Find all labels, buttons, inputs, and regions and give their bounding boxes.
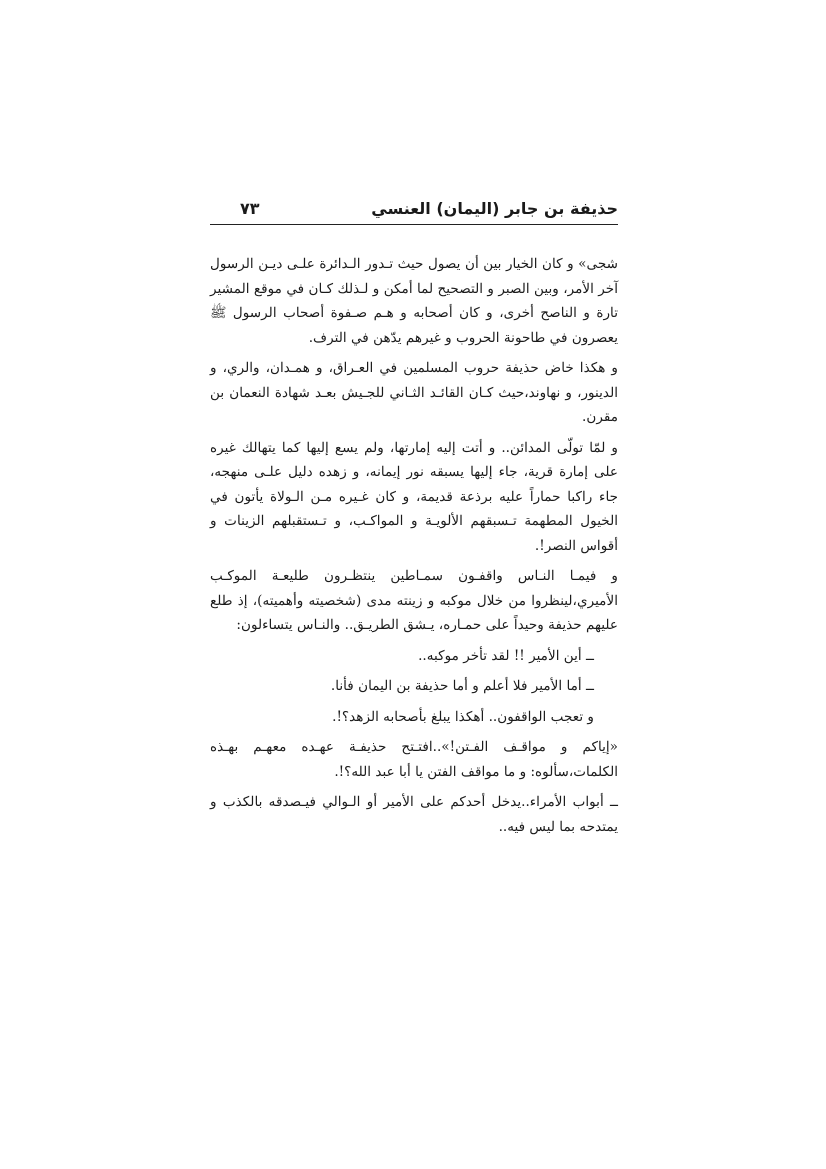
paragraph: و لمّا تولّى المدائن.. و أتت إليه إمارتها، ولم يسع إليها كما يتهالك غيره على إمارة قرية، جاء إليها يسبقه نور إيمانه، و زهده دليل علـى منهجه، جاء راكبا حماراً عليه برذعة قديمة، و كان غـيره مـن الـولاة يأتون في الخيول المطهمة تـسبقهم الألويـة و المواكـب، و تـستقبلهم الزينات و أقواس النصر!.: [210, 439, 618, 554]
dialog-line: و تعجب الواقفون.. أهكذا يبلغ بأصحابه الزهد؟!.: [332, 708, 594, 725]
paragraph: و فيمـا النـاس واقفـون سمـاطين ينتظـرون طليعـة الموكـب الأميري،لينظروا من خلال موكبه و زينته مدى (شخصيته وأهميته)، إذ طلع عليهم حذيفة وحيداً على حمـاره، يـشق الطريـق.. والنـاس يتساءلون:: [210, 568, 618, 633]
paragraph: شجى» و كان الخيار بين أن يصول حيث تـدور الـدائرة علـى ديـن الرسول آخر الأمر، وبين الصبر و التصحيح لما أمكن و لـذلك كـان في موقع المشير تارة و الناصح أخرى، و كان أصحابه و هـم صـفوة أصحاب الرسول ﷺ يعصرون في طاحونة الحروب و غيرهم يدّهن في الترف.: [210, 256, 618, 346]
page-number: ٧٣: [240, 199, 260, 218]
running-header: [210, 180, 618, 225]
dialog-line: ــ أما الأمير فلا أعلم و أما حذيفة بن اليمان فأنا.: [330, 678, 594, 694]
paragraph: «إياكم و مواقـف الفـتن!»..افتـتح حذيفـة عهـده معهـم بهـذه الكلمات،سألوه: و ما مواقف الفتن يا أبا عبد الله؟!.: [210, 739, 618, 780]
paragraph: ــ أبواب الأمراء..يدخل أحدكم على الأمير أو الـوالي فيـصدقه بالكذب و يمتدحه بما ليس فيه..: [210, 794, 618, 835]
paragraph: و هكذا خاض حذيفة حروب المسلمين في العـراق، و همـدان، والري، و الدينور، و نهاوند،حيث كـان القائـد الثـاني للجـيش بعـد شهادة النعمان بن مقرن.: [210, 360, 618, 425]
dialog-line: ــ أين الأمير !! لقد تأخر موكبه..: [418, 647, 594, 664]
chapter-title: حذيفة بن جابر (اليمان) العنسي: [371, 199, 618, 218]
body-text: [210, 252, 618, 839]
book-page: [210, 180, 618, 845]
